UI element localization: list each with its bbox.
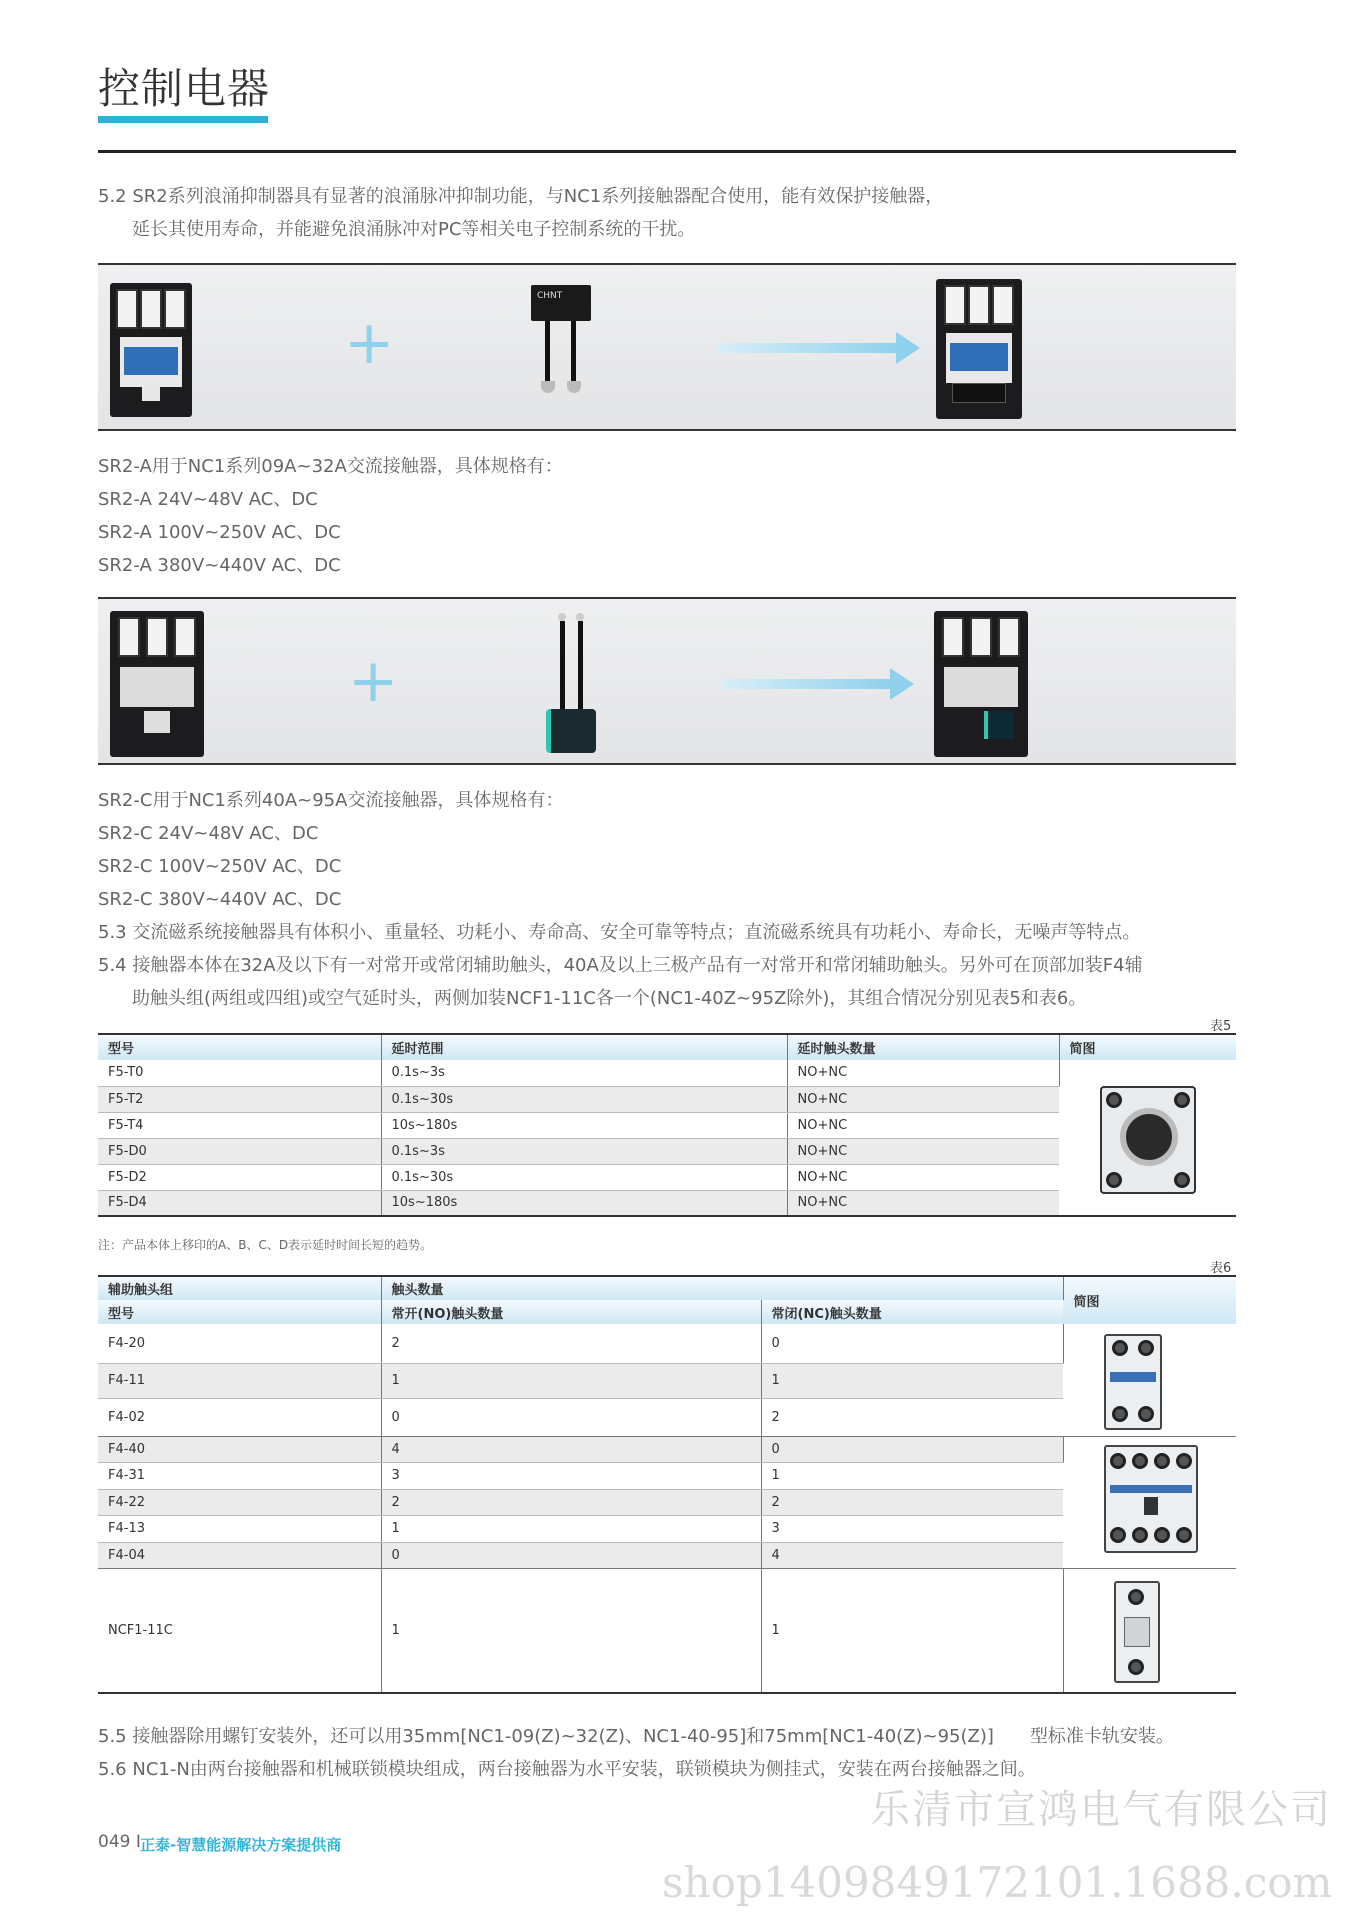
title-underline [98, 116, 268, 123]
cell: 4 [761, 1542, 1063, 1568]
cell: NO+NC [787, 1190, 1059, 1216]
contactor-image [110, 283, 192, 417]
cell: 0 [761, 1436, 1063, 1462]
cell: 1 [761, 1568, 1063, 1693]
table5 [98, 1033, 1236, 1217]
arrow-right-icon [718, 343, 898, 353]
cell: F4-04 [98, 1542, 381, 1568]
watermark-shop-url: shop1409849172101.1688.com [662, 1858, 1333, 1907]
cell: F4-13 [98, 1515, 381, 1542]
page-title: 控制电器 [98, 64, 271, 113]
f4-4pole-diagram-cell [1063, 1436, 1236, 1568]
cell: F5-D0 [98, 1138, 381, 1164]
group-header: 辅助触头组 [98, 1276, 381, 1300]
cell: F5-T2 [98, 1086, 381, 1112]
section-5-2-line1: 5.2 SR2系列浪涌抑制器具有显著的浪涌脉冲抑制功能，与NC1系列接触器配合使用，能有效保护接触器， [98, 186, 944, 207]
diagram-header: 简图 [1063, 1276, 1236, 1324]
col-header: 延时触头数量 [787, 1034, 1059, 1060]
sr2c-intro: SR2-C用于NC1系列40A~95A交流接触器，具体规格有： [98, 790, 564, 811]
cell: 0.1s~3s [381, 1138, 787, 1164]
cell: 0 [381, 1398, 761, 1436]
cell: 10s~180s [381, 1112, 787, 1138]
aux-contact-4pole-image [1104, 1445, 1198, 1553]
cell: 1 [761, 1363, 1063, 1398]
col-header: 延时范围 [381, 1034, 787, 1060]
plus-icon: + [348, 646, 399, 716]
cell: NO+NC [787, 1164, 1059, 1190]
cell: F4-31 [98, 1462, 381, 1489]
section-5-4-line1: 5.4 接触器本体在32A及以下有一对常开或常闭辅助触头，40A及以上三极产品有一对常开和常闭辅助触头。另外可在顶部加装F4辅 [98, 955, 1143, 976]
page-number-value: 049 [98, 1832, 131, 1852]
sr2a-spec: SR2-A 24V~48V AC、DC [98, 489, 318, 510]
sr2c-spec: SR2-C 24V~48V AC、DC [98, 823, 319, 844]
section-5-5: 5.5 接触器除用螺钉安装外，还可以用35mm[NC1-09(Z)~32(Z)、NC1-40-95]和75mm[NC1-40(Z)~95(Z)] 型标准卡轨安装。 [98, 1726, 1174, 1747]
nc-header: 常闭(NC)触头数量 [761, 1300, 1063, 1324]
cell: F5-D2 [98, 1164, 381, 1190]
section-5-3: 5.3 交流磁系统接触器具有体积小、重量轻、功耗小、寿命高、安全可靠等特点；直流磁系统具有功耗小、寿命长，无噪声等特点。 [98, 922, 1141, 943]
header-rule [98, 150, 1236, 153]
surge-suppressor-image: CHNT [531, 285, 591, 405]
sr2a-illustration-band [98, 263, 1236, 431]
no-header: 常开(NO)触头数量 [381, 1300, 761, 1324]
cell: F4-02 [98, 1398, 381, 1436]
sr2a-intro: SR2-A用于NC1系列09A~32A交流接触器，具体规格有： [98, 456, 563, 477]
sr2c-spec: SR2-C 100V~250V AC、DC [98, 856, 342, 877]
section-5-2-line2: 延长其使用寿命，并能避免浪涌脉冲对PC等相关电子控制系统的干扰。 [132, 219, 696, 240]
cell: 2 [381, 1489, 761, 1515]
sr2a-spec: SR2-A 380V~440V AC、DC [98, 555, 341, 576]
cell: 4 [381, 1436, 761, 1462]
aux-contact-2pole-image [1104, 1334, 1162, 1430]
cell: F4-11 [98, 1363, 381, 1398]
table6 [98, 1275, 1236, 1694]
contacts-header: 触头数量 [381, 1276, 1063, 1300]
contactor-with-suppressor-image [934, 611, 1028, 757]
cell: 2 [381, 1324, 761, 1363]
cell: NO+NC [787, 1138, 1059, 1164]
sr2a-spec: SR2-A 100V~250V AC、DC [98, 522, 341, 543]
cell: 0 [761, 1324, 1063, 1363]
cell: 1 [381, 1515, 761, 1542]
section-5-6: 5.6 NC1-N由两台接触器和机械联锁模块组成，两台接触器为水平安装，联锁模块为侧挂式，安装在两台接触器之间。 [98, 1759, 1036, 1780]
cell: 0.1s~30s [381, 1164, 787, 1190]
table-row [98, 1060, 1236, 1086]
cell: NO+NC [787, 1086, 1059, 1112]
footer-separator: I [135, 1832, 141, 1852]
cell: F5-T4 [98, 1112, 381, 1138]
watermark-company: 乐清市宣鸿电气有限公司 [870, 1787, 1332, 1833]
timer-diagram-cell [1059, 1060, 1236, 1216]
sr2c-spec: SR2-C 380V~440V AC、DC [98, 889, 342, 910]
cell: 1 [381, 1568, 761, 1693]
ncf1-diagram-cell [1063, 1568, 1236, 1693]
cell: 1 [761, 1462, 1063, 1489]
side-aux-contact-image [1114, 1581, 1160, 1683]
col-header: 型号 [98, 1034, 381, 1060]
cell: 2 [761, 1398, 1063, 1436]
cell: 0.1s~3s [381, 1060, 787, 1086]
col-header: 简图 [1059, 1034, 1236, 1060]
contactor-with-suppressor-image [936, 279, 1022, 419]
cell: 3 [761, 1515, 1063, 1542]
contactor-image [110, 611, 204, 757]
section-5-4-line2: 助触头组(两组或四组)或空气延时头，两侧加装NCF1-11C各一个(NC1-40Z~95Z除外)，其组合情况分别见表5和表6。 [132, 988, 1087, 1009]
cell: F5-D4 [98, 1190, 381, 1216]
cell: NCF1-11C [98, 1568, 381, 1693]
table-row [98, 1324, 1236, 1363]
sr2c-illustration-band [98, 597, 1236, 765]
table-row [98, 1568, 1236, 1693]
surge-suppressor-image [546, 613, 596, 759]
arrow-right-icon [722, 679, 892, 689]
table6-label: 表6 [1210, 1261, 1232, 1276]
timer-block-image [1100, 1086, 1196, 1194]
cell: 0 [381, 1542, 761, 1568]
cell: 0.1s~30s [381, 1086, 787, 1112]
page-number [98, 1832, 141, 1852]
plus-icon: + [344, 308, 395, 378]
footer-tagline: 正泰-智慧能源解决方案提供商 [140, 1836, 342, 1854]
f4-2pole-diagram-cell [1063, 1324, 1236, 1436]
cell: 2 [761, 1489, 1063, 1515]
model-header: 型号 [98, 1300, 381, 1324]
cell: F4-40 [98, 1436, 381, 1462]
cell: F5-T0 [98, 1060, 381, 1086]
cell: 10s~180s [381, 1190, 787, 1216]
cell: 3 [381, 1462, 761, 1489]
table5-note: 注：产品本体上移印的A、B、C、D表示延时时间长短的趋势。 [98, 1238, 433, 1252]
table5-label: 表5 [1210, 1019, 1232, 1034]
cell: F4-20 [98, 1324, 381, 1363]
cell: NO+NC [787, 1060, 1059, 1086]
cell: NO+NC [787, 1112, 1059, 1138]
cell: 1 [381, 1363, 761, 1398]
cell: F4-22 [98, 1489, 381, 1515]
table-row [98, 1436, 1236, 1462]
